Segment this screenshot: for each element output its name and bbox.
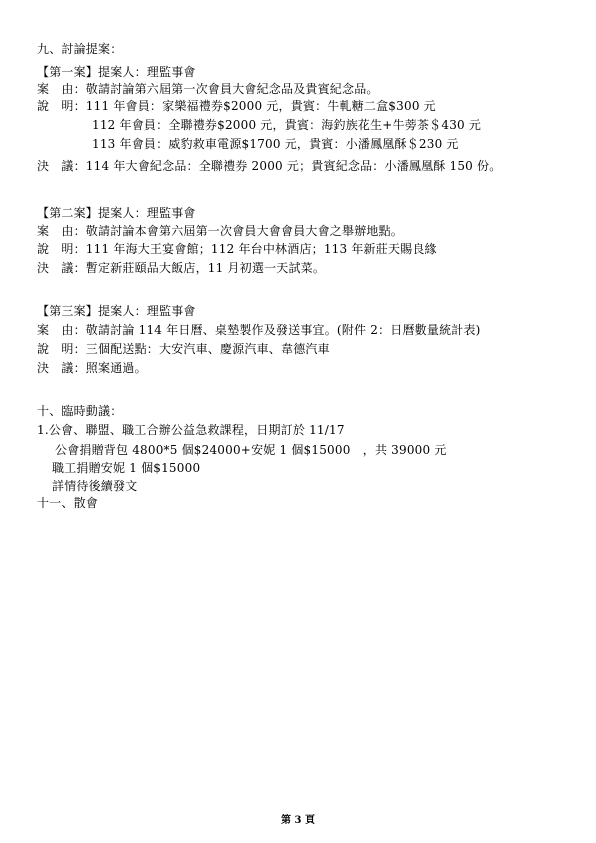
motion-item-1: 1.公會、聯盟、職工合辦公益急救課程，日期訂於 11/17: [37, 423, 345, 437]
case-3-reason: 案 由：敬請討論 114 年日曆、桌墊製作及發送事宜。(附件 2：日曆數量統計表): [37, 323, 481, 337]
case-2-decision: 決 議：暫定新莊頤品大飯店，11 月初選一天試菜。: [37, 261, 326, 275]
case-1-explain-3: 113 年會員：威豹救車電源$1700 元，貴賓：小潘鳳凰酥＄230 元: [92, 137, 459, 151]
case-3-decision: 決 議：照案通過。: [37, 361, 147, 375]
case-2-explain: 說 明：111 年海大王宴會館；112 年台中林酒店；113 年新莊天賜良緣: [37, 242, 437, 256]
motion-item-1-detail-2: 職工捐贈安妮 1 個$15000: [52, 461, 201, 475]
case-2-reason: 案 由：敬請討論本會第六屆第一次會員大會會員大會之舉辦地點。: [37, 224, 404, 238]
case-1-explain-1: 說 明：111 年會員：家樂福禮券$2000 元，貴賓：牛軋糖二盒$300 元: [37, 99, 436, 113]
page-number: 第 3 頁: [281, 815, 315, 826]
motion-item-1-detail-3: 詳情待後續發文: [52, 479, 138, 493]
case-1-reason: 案 由：敬請討論第六屆第一次會員大會紀念品及貴賓紀念品。: [37, 82, 379, 96]
section-11-heading: 十一、散會: [37, 496, 99, 510]
case-3-header: 【第三案】提案人：理監事會: [37, 304, 196, 318]
motion-item-1-detail-1: 公會捐贈背包 4800*5 個$24000+安妮 1 個$15000 ，共 39000 元: [55, 443, 447, 457]
case-1-explain-2: 112 年會員：全聯禮券$2000 元，貴賓：海釣族花生+牛蒡茶＄430 元: [92, 118, 482, 132]
section-9-heading: 九、討論提案：: [37, 42, 123, 56]
case-1-header: 【第一案】提案人：理監事會: [37, 65, 196, 79]
case-1-decision: 決 議：114 年大會紀念品：全聯禮券 2000 元；貴賓紀念品：小潘鳳凰酥 150 份。: [37, 159, 502, 173]
case-3-explain: 說 明：三個配送點：大安汽車、慶源汽車、韋德汽車: [37, 342, 330, 356]
case-2-header: 【第二案】提案人：理監事會: [37, 206, 196, 220]
section-10-heading: 十、臨時動議：: [37, 404, 123, 418]
